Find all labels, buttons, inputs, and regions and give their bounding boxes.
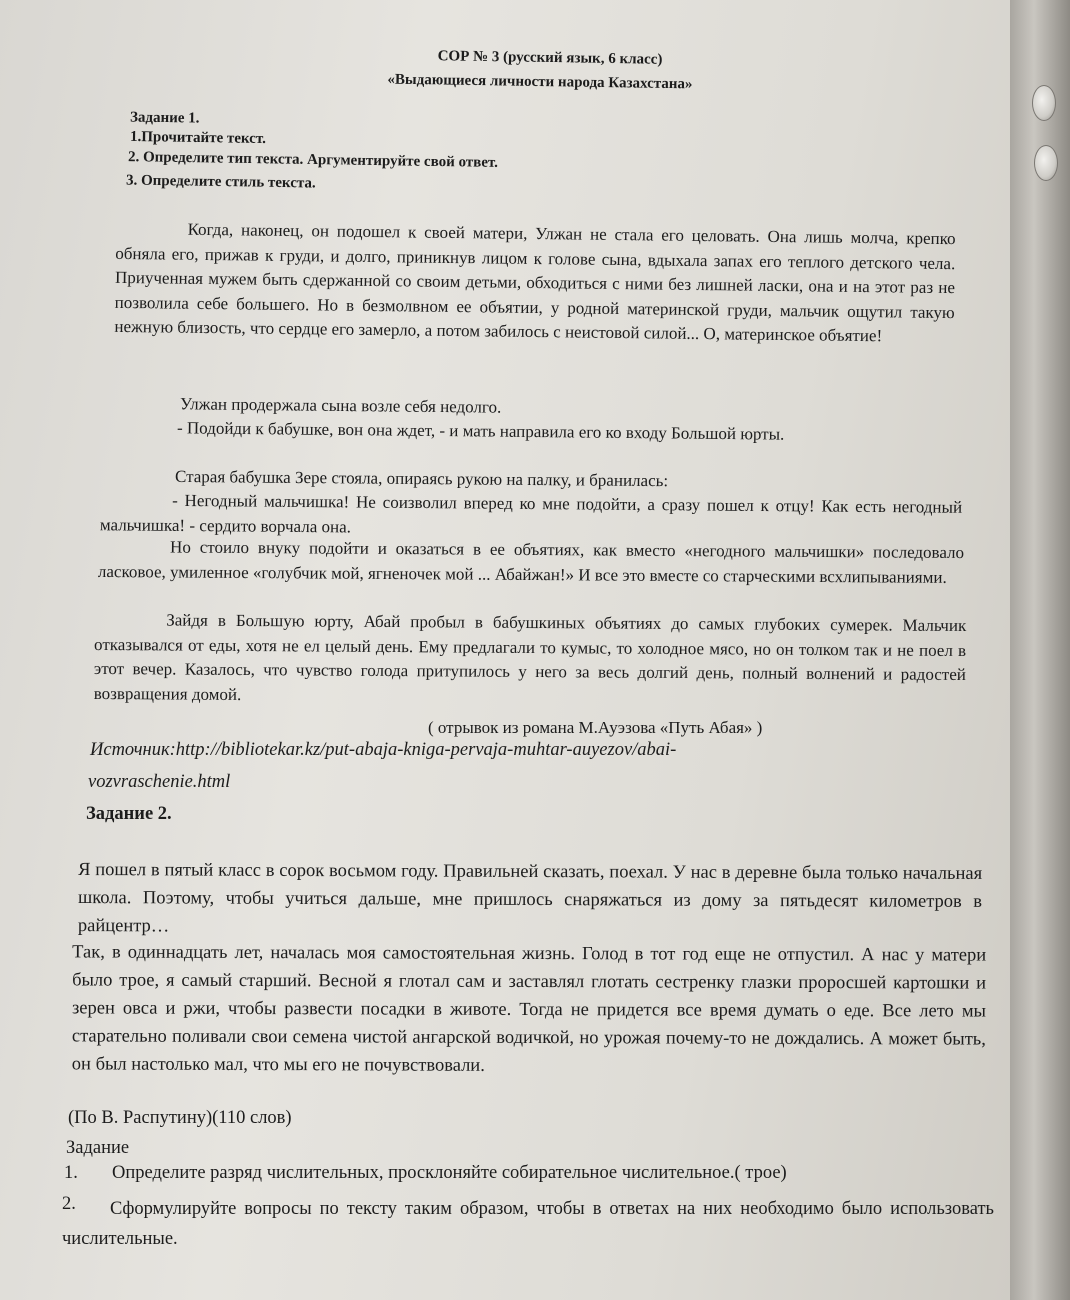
task1-paragraph: Улжан продержала сына возле себя недолго. — [179, 394, 502, 417]
task1-paragraph: Старая бабушка Зере стояла, опираясь рукою на палку, и бранилась: — [174, 466, 669, 491]
binder-sleeve — [1010, 0, 1070, 1300]
task2-heading: Задание 2. — [86, 804, 172, 824]
task1-paragraph: Когда, наконец, он подошел к своей матери, Улжан не стала его целовать. Она лишь молча, крепко обняла его, прижав к груди, и долго, приникнув лицом к голове сына, вдыхала запах его теплого детского чела. Приученная мужем быть сдержанной со своим детьми, обходиться с ними без лишней ласки, она и на этот раз не позволила себе большего. Но в безмолвном ее объятии, у родной материнской груди, мальчик ощутил такую нежную близость, что сердце его замерло, а потом забилось с неистовой силой... О, материнское объятие! — [114, 219, 956, 346]
task1-item: 2. Определите тип текста. Аргументируйте свой ответ. — [127, 149, 499, 171]
question-number: 2. — [62, 1194, 76, 1214]
source-line: Источник:http://bibliotekar.kz/put-abaja-kniga-pervaja-muhtar-auyezov/abai- — [90, 740, 677, 760]
task1-paragraph: - Подойди к бабушке, вон она ждет, - и мать направила его ко входу Большой юрты. — [176, 418, 785, 444]
document-title: СОР № 3 (русский язык, 6 класс) — [437, 48, 663, 68]
punch-hole — [1034, 145, 1058, 181]
task1-paragraph: Но стоило внуку подойти и оказаться в ее объятиях, как вместо «негодного мальчишки» последовало ласковое, умиленное «голубчик мой, ягненочек мой ... Абайжан!» И все это вместе со старческими всхлипываниями. — [97, 537, 965, 587]
task2-paragraph: Я пошел в пятый класс в сорок восьмом году. Правильней сказать, поехал. У нас в деревне была только начальная школа. Поэтому, чтобы учиться дальше, мне пришлось снаряжаться из дому за пятьдесят километров в райцентр… — [77, 860, 983, 937]
task1-heading: Задание 1. — [129, 109, 200, 127]
document-subtitle: «Выдающиеся личности народа Казахстана» — [387, 71, 693, 93]
task2-paragraph: Так, в одиннадцать лет, началась моя самостоятельная жизнь. Голод в тот год еще не отпустил. А нас у матери было трое, я самый старший. Весной я глотал сам и заставлял глотать сестренку глазки проросшей картошки и зерен овса и ржи, чтобы развести посадки в животе. Тогда не придется все время думать о еде. Все лето мы старательно поливали свои семена чистой ангарской водичкой, но урожая почему-то не дождались. А может быть, он был настолько мал, что мы его не почувствовали. — [71, 942, 987, 1076]
task1-item: 3. Определите стиль текста. — [125, 172, 316, 192]
question-text: Определите разряд числительных, просклоняйте собирательное числительное.( трое) — [112, 1163, 787, 1183]
task2-subheading: Задание — [66, 1138, 130, 1158]
question-text: Сформулируйте вопросы по тексту таким образом, чтобы в ответах на них необходимо было использовать числительные. — [62, 1199, 994, 1249]
task2-attribution: (По В. Распутину)(110 слов) — [68, 1108, 292, 1128]
punch-hole — [1032, 85, 1056, 121]
task1-attribution: ( отрывок из романа М.Ауэзова «Путь Абая» ) — [428, 718, 763, 737]
task1-paragraph: Зайдя в Большую юрту, Абай пробыл в бабушкиных объятиях до самых глубоких сумерек. Мальчик отказывался от еды, хотя не ел целый день. Ему предлагали то кумыс, то холодное мясо, но он толком так и не поел в этот вечер. Казалось, что чувство голода притупилось у него за весь долгий день, полный волнений и радостей возвращения домой. — [93, 610, 967, 704]
task1-paragraph: - Негодный мальчишка! Не соизволил вперед ко мне подойти, а сразу пошел к отцу! Как есть негодный мальчишка! - сердито ворчала она. — [99, 490, 963, 536]
source-line: vozvraschenie.html — [88, 772, 231, 792]
question-number: 1. — [64, 1163, 78, 1183]
task1-item: 1.Прочитайте текст. — [129, 128, 267, 148]
